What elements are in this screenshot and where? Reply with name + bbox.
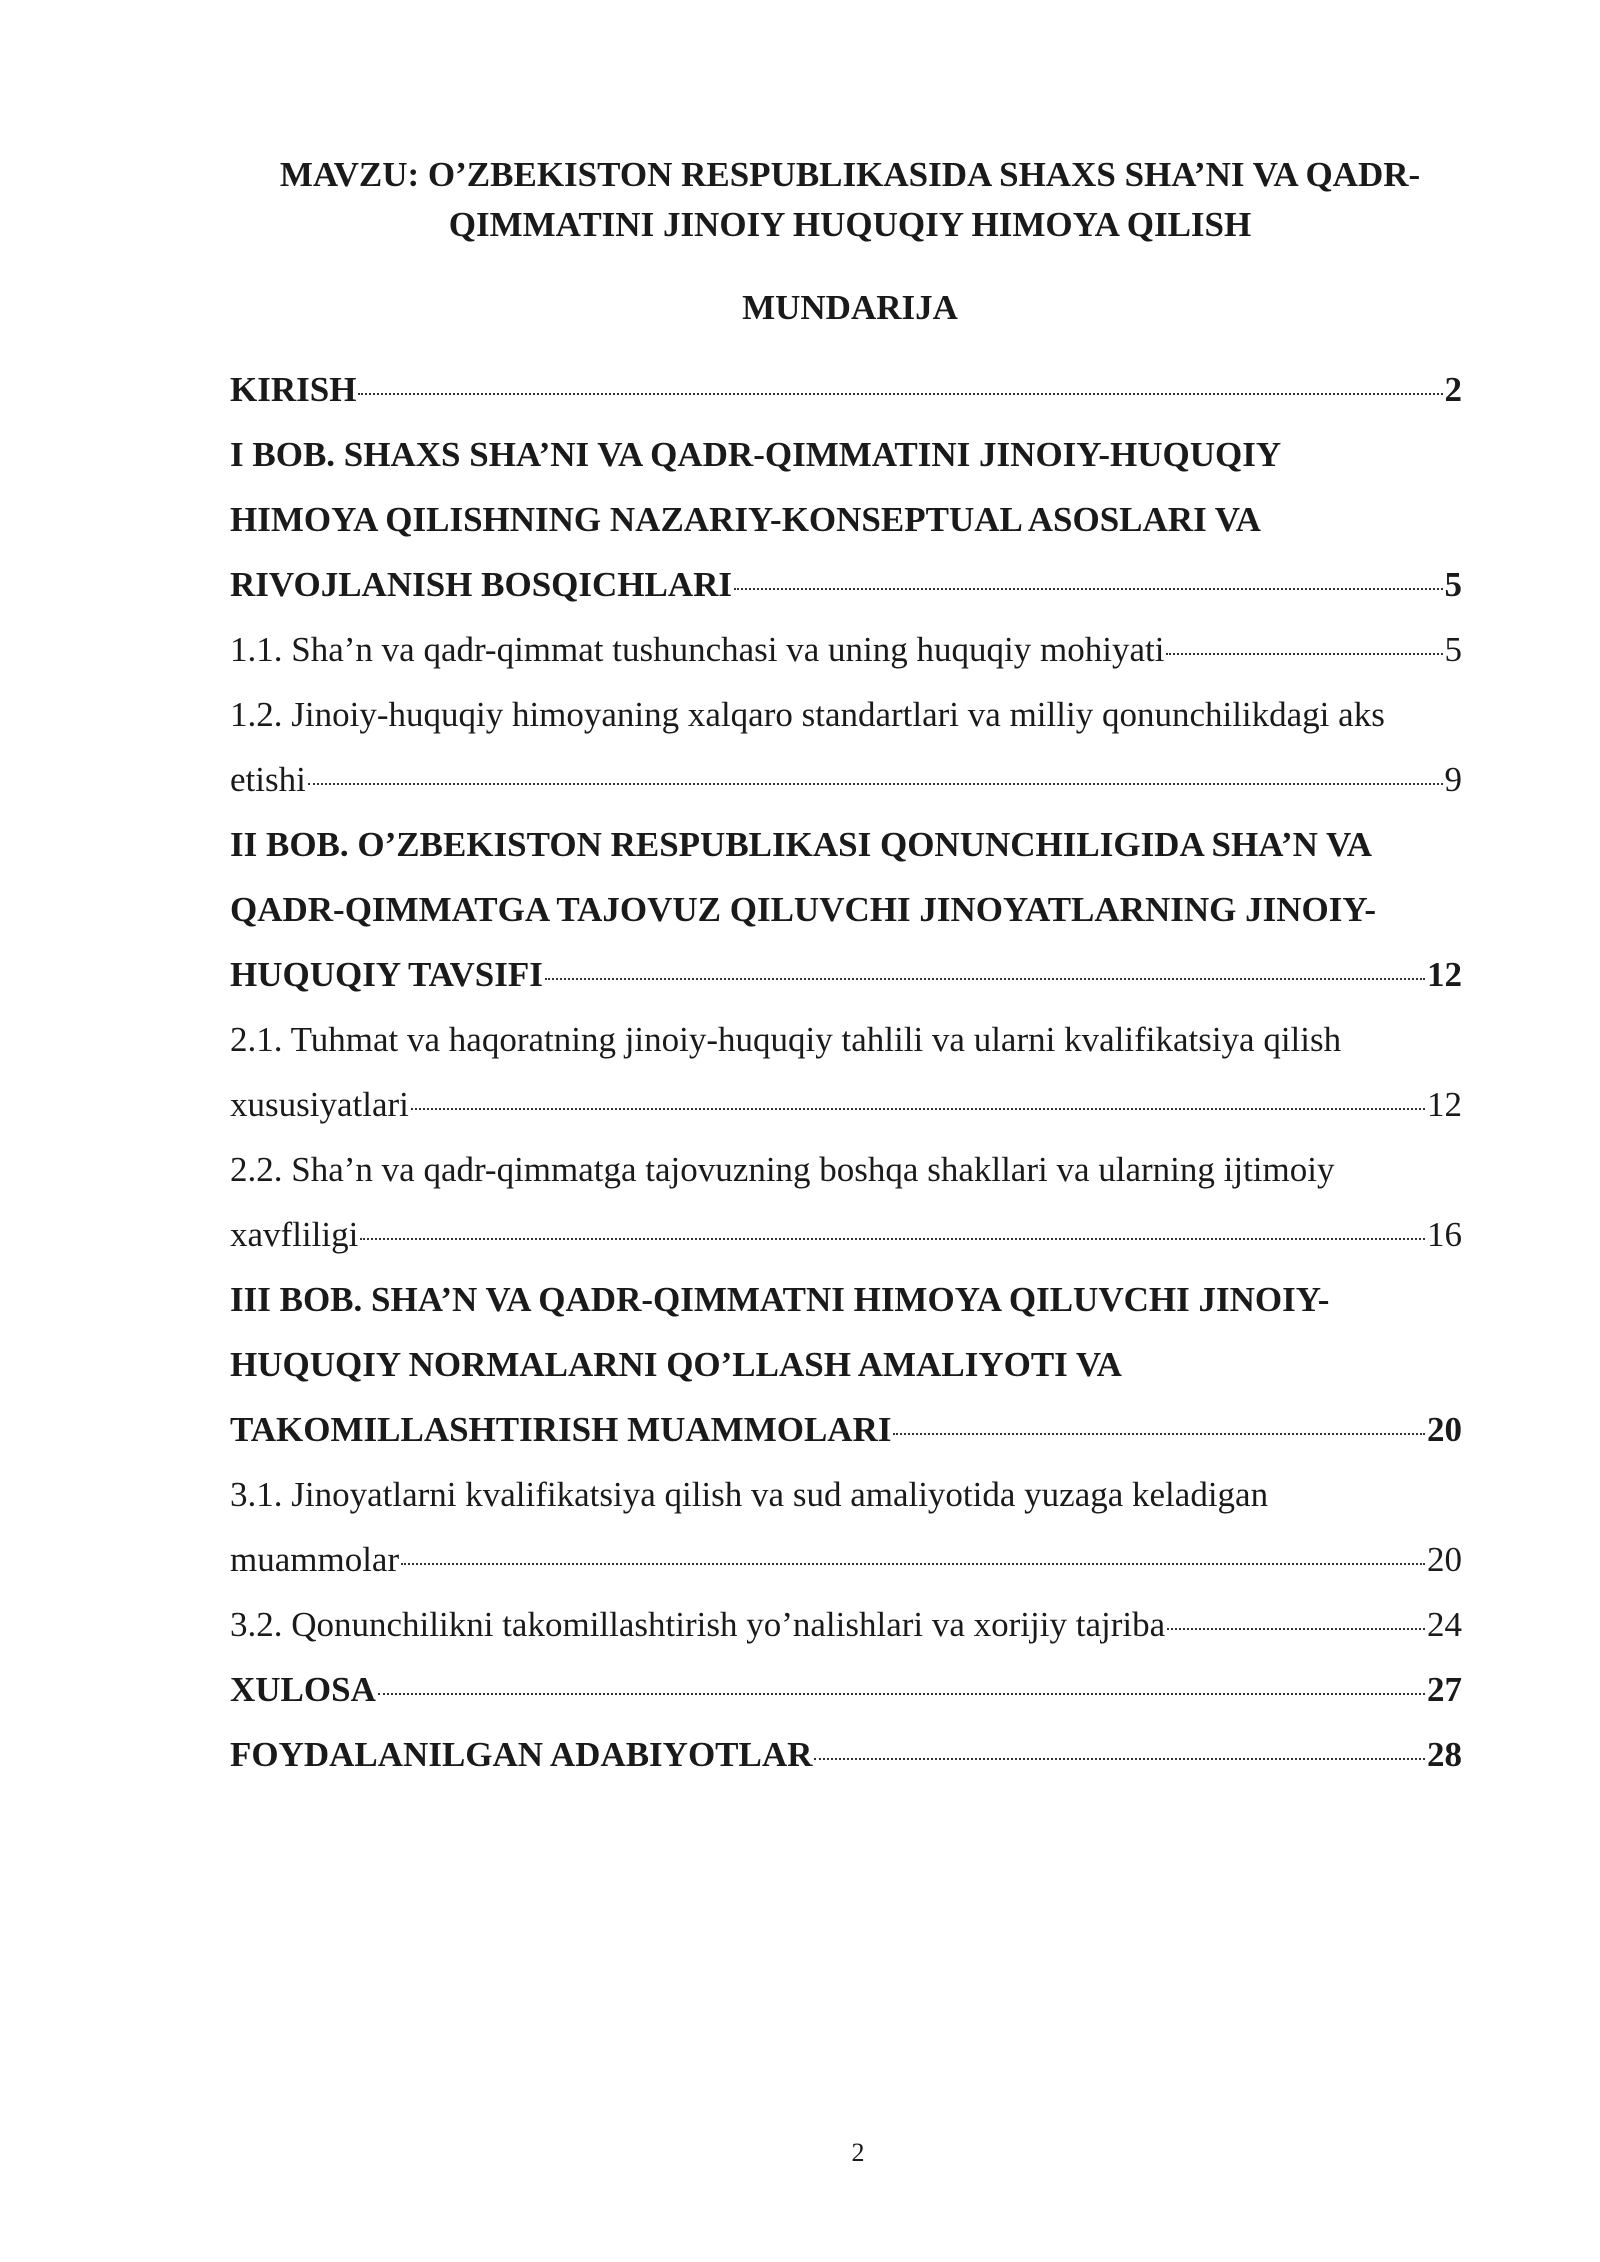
toc-entry-label: etishi [230,760,306,799]
toc-entry[interactable] [230,617,1462,682]
dot-leader [1166,653,1442,655]
toc-entry-label: 3.2. Qonunchilikni takomillashtirish yo’nalishlari va xorijiy tajriba [230,1605,1166,1644]
toc-entry-last-line [230,1722,1462,1787]
toc-entry-page: 9 [1444,760,1462,799]
toc-entry-page: 27 [1427,1670,1462,1709]
toc-entry-line: HUQUQIY NORMALARNI QO’LLASH AMALIYOTI VA [230,1345,1122,1384]
dot-leader [734,588,1442,590]
toc-entry[interactable] [230,1657,1462,1722]
title-line-1: MAVZU: O’ZBEKISTON RESPUBLIKASIDA SHAXS SHA’NI VA QADR- [279,155,1421,194]
dot-leader [378,1693,1425,1695]
toc-entry-label: TAKOMILLASHTIRISH MUAMMOLARI [230,1410,892,1449]
toc-entry-line: 1.2. Jinoiy-huquqiy himoyaning xalqaro standartlari va milliy qonunchilikdagi aks [230,695,1385,734]
toc-entry[interactable] [230,1137,1462,1267]
dot-leader [401,1563,1425,1565]
toc-entry[interactable] [230,1267,1462,1462]
toc-entry[interactable] [230,1007,1462,1137]
toc-entry[interactable] [230,357,1462,422]
toc-entry-line: HIMOYA QILISHNING NAZARIY-KONSEPTUAL ASOSLARI VA [230,500,1261,539]
dot-leader [893,1433,1425,1435]
toc-entry-line: II BOB. O’ZBEKISTON RESPUBLIKASI QONUNCHILIGIDA SHA’N VA [230,825,1373,864]
toc-entry-last-line [230,942,1462,1007]
toc-entry[interactable] [230,1722,1462,1787]
dot-leader [360,1238,1425,1240]
toc-entry-label: HUQUQIY TAVSIFI [230,955,543,994]
toc-entry-page: 20 [1427,1410,1462,1449]
toc-entry-last-line [230,747,1462,812]
toc-entry[interactable] [230,1462,1462,1592]
toc-entry-last-line [230,552,1462,617]
document-title [200,150,1500,250]
toc-entry-label: muammolar [230,1540,400,1579]
toc-entry-line: 3.1. Jinoyatlarni kvalifikatsiya qilish va sud amaliyotida yuzaga keladigan [230,1475,1269,1514]
title-line-2: QIMMATINI JINOIY HUQUQIY HIMOYA QILISH [448,205,1252,244]
toc-entry-last-line [230,1592,1462,1657]
toc-entry-page: 16 [1427,1215,1462,1254]
dot-leader [1167,1628,1425,1630]
toc-entry-label: xususiyatlari [230,1085,409,1124]
toc-entry-last-line [230,617,1462,682]
toc-entry-last-line [230,1527,1462,1592]
toc-entry-last-line [230,1202,1462,1267]
toc-heading: MUNDARIJA [742,288,958,327]
dot-leader [545,978,1425,980]
toc-entry-page: 12 [1427,955,1462,994]
toc-entry-last-line [230,1397,1462,1462]
toc-entry-page: 5 [1444,565,1462,604]
toc-entry-last-line [230,1657,1462,1722]
toc-entry[interactable] [230,812,1462,1007]
toc-entry-label: xavfliligi [230,1215,359,1254]
toc-entry-line: III BOB. SHA’N VA QADR-QIMMATNI HIMOYA QILUVCHI JINOIY- [230,1280,1330,1319]
dot-leader [814,1758,1425,1760]
toc-entry-last-line [230,357,1462,422]
dot-leader [358,393,1442,395]
toc-entry[interactable] [230,1592,1462,1657]
toc-entry-page: 2 [1444,370,1462,409]
toc-entry-line: 2.1. Tuhmat va haqoratning jinoiy-huquqiy tahlili va ularni kvalifikatsiya qilish [230,1020,1342,1059]
toc-entry-label: FOYDALANILGAN ADABIYOTLAR [230,1735,813,1774]
toc-entry-label: XULOSA [230,1670,376,1709]
page-number: 2 [851,2138,865,2167]
toc-entry-line: QADR-QIMMATGA TAJOVUZ QILUVCHI JINOYATLARNING JINOIY- [230,890,1377,929]
dot-leader [411,1108,1425,1110]
toc-entry-last-line [230,1072,1462,1137]
toc-entry[interactable] [230,422,1462,617]
toc-entry-line: I BOB. SHAXS SHA’NI VA QADR-QIMMATINI JINOIY-HUQUQIY [230,435,1282,474]
toc-entry-page: 12 [1427,1085,1462,1124]
toc-entry-page: 20 [1427,1540,1462,1579]
table-of-contents [230,357,1462,1787]
toc-entry-label: KIRISH [230,370,357,409]
toc-entry-page: 5 [1444,630,1462,669]
toc-entry-line: 2.2. Sha’n va qadr-qimmatga tajovuzning boshqa shakllari va ularning ijtimoiy [230,1150,1335,1189]
dot-leader [308,783,1443,785]
toc-entry-label: RIVOJLANISH BOSQICHLARI [230,565,733,604]
toc-entry[interactable] [230,682,1462,812]
toc-entry-page: 28 [1427,1735,1462,1774]
toc-entry-page: 24 [1427,1605,1462,1644]
toc-entry-label: 1.1. Sha’n va qadr-qimmat tushunchasi va uning huquqiy mohiyati [230,630,1165,669]
